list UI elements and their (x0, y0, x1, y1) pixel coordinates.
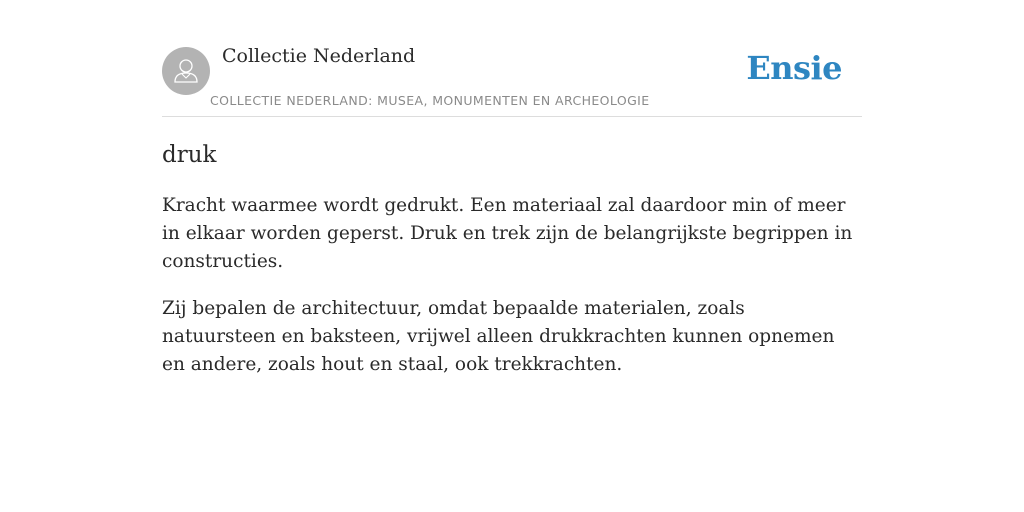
entry-term: druk (162, 142, 217, 168)
author-avatar[interactable] (162, 47, 210, 95)
collection-link[interactable]: COLLECTIE NEDERLAND: MUSEA, MONUMENTEN EN ARCHEOLOGIE (210, 93, 650, 108)
definition-paragraph: Kracht waarmee wordt gedrukt. Een materiaal zal daardoor min of meer in elkaar worden geperst. Druk en trek zijn de belangrijkste begrippen in constructies. (162, 195, 853, 272)
brand-logo[interactable]: Ensie (746, 49, 842, 87)
user-placeholder-icon (162, 47, 210, 95)
definition-paragraph: Zij bepalen de architectuur, omdat bepaalde materialen, zoals natuursteen en baksteen, vrijwel alleen drukkrachten kunnen opnemen en andere, zoals hout en staal, ook trekkrachten. (162, 298, 835, 375)
author-name-link[interactable]: Collectie Nederland (222, 45, 416, 67)
entry-header (162, 0, 862, 117)
entry-content (162, 138, 862, 398)
